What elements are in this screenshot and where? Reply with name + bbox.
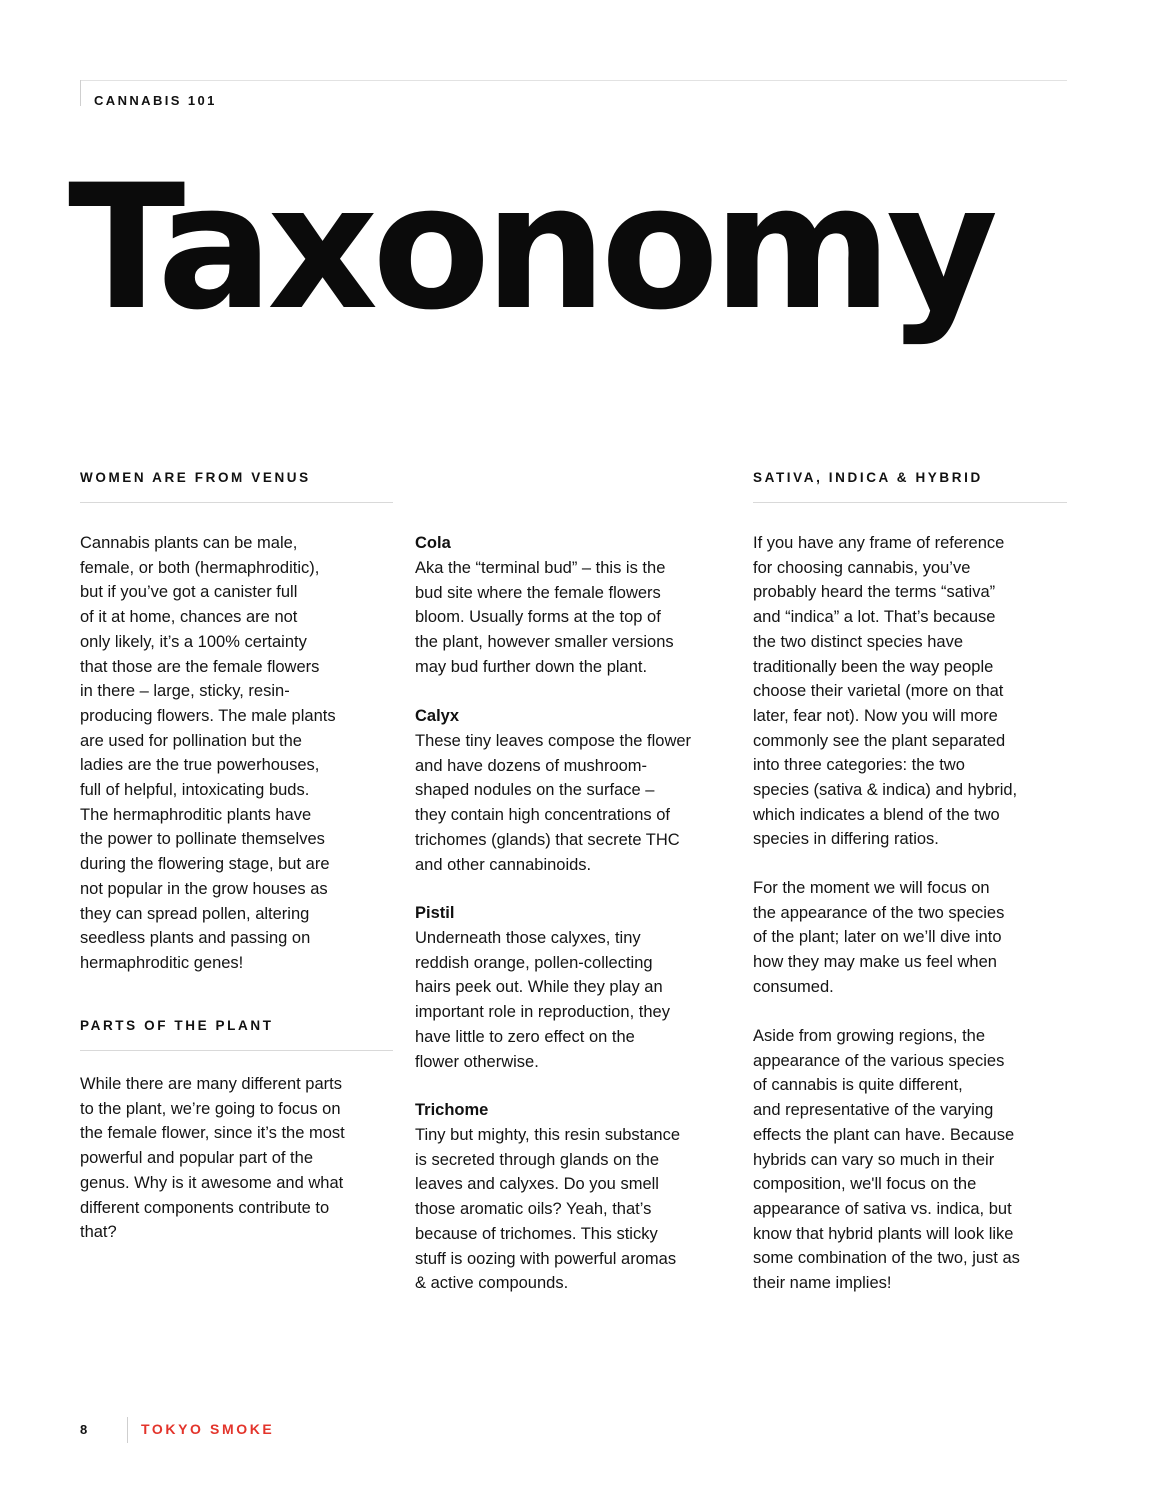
heading-women-are-from-venus: WOMEN ARE FROM VENUS [80, 470, 311, 485]
term-cola: Cola [415, 534, 451, 552]
heading-divider [80, 502, 393, 503]
definition-pistil: Underneath those calyxes, tiny reddish orange, pollen-collecting hairs peek out. While they play an important role in reproduction, they have little to zero effect on the flower otherwise. [415, 929, 670, 1071]
paragraph-parts: While there are many different parts to the plant, we’re going to focus on the female flower, since it’s the most powerful and popular part of the genus. Why is it awesome and what different components contribute to that? [80, 1075, 345, 1242]
term-calyx: Calyx [415, 707, 460, 725]
definition-trichome: Tiny but mighty, this resin substance is secreted through glands on the leaves and calyxes. Do you smell those aromatic oils? Yeah, that’s because of trichomes. This sticky stuff is oozing with powerful aromas & active compounds. [415, 1126, 681, 1293]
page-number: 8 [80, 1422, 88, 1437]
section-label: CANNABIS 101 [94, 93, 217, 108]
paragraph-species: If you have any frame of reference for choosing cannabis, you’ve probably heard the terms “sativa” and “indica” a lot. That’s because the two distinct species have traditionally been the way people choose their varietal (more on that later, fear not). Now you will more commonly see the plant separated into three categories: the two species (sativa & indica) and hybrid, which indicates a blend of the two species in differing ratios. [753, 534, 1018, 849]
paragraph-growing-regions: Aside from growing regions, the appearance of the various species of cannabis is quite different, and representative of the varying effects the plant can have. Because hybrids can vary so much in their composition, we'll focus on the appearance of sativa vs. indica, but know that hybrid plants will look like some combination of the two, just as their name implies! [753, 1027, 1020, 1293]
heading-divider [753, 502, 1067, 503]
definition-cola: Aka the “terminal bud” – this is the bud site where the female flowers bloom. Usually forms at the top of the plant, however smaller versions may bud further down the plant. [415, 559, 674, 676]
definition-calyx: These tiny leaves compose the flower and have dozens of mushroom- shaped nodules on the surface – they contain high concentrations of trichomes (glands) that secrete THC and other cannabinoids. [415, 732, 692, 874]
top-divider [80, 80, 1067, 81]
page-title: Taxonomy [68, 147, 993, 348]
term-trichome: Trichome [415, 1101, 489, 1119]
footer-divider [127, 1417, 128, 1443]
heading-parts-of-the-plant: PARTS OF THE PLANT [80, 1018, 274, 1033]
header-tick [80, 80, 81, 106]
term-pistil: Pistil [415, 904, 455, 922]
brand-name: TOKYO SMOKE [141, 1421, 275, 1437]
heading-sativa-indica-hybrid: SATIVA, INDICA & HYBRID [753, 470, 983, 485]
paragraph-appearance: For the moment we will focus on the appearance of the two species of the plant; later on we’ll dive into how they may make us feel when consumed. [753, 879, 1005, 996]
paragraph-venus: Cannabis plants can be male, female, or both (hermaphroditic), but if you’ve got a canister full of it at home, chances are not only likely, it’s a 100% certainty that those are the female flowers in there – large, sticky, resin- producing flowers. The male plants are used for pollination but the ladies are the true powerhouses, full of helpful, intoxicating buds. The hermaphroditic plants have the power to pollinate themselves during the flowering stage, but are not popular in the grow houses as they can spread pollen, altering seedless plants and passing on hermaphroditic genes! [80, 534, 336, 972]
heading-divider [80, 1050, 393, 1051]
